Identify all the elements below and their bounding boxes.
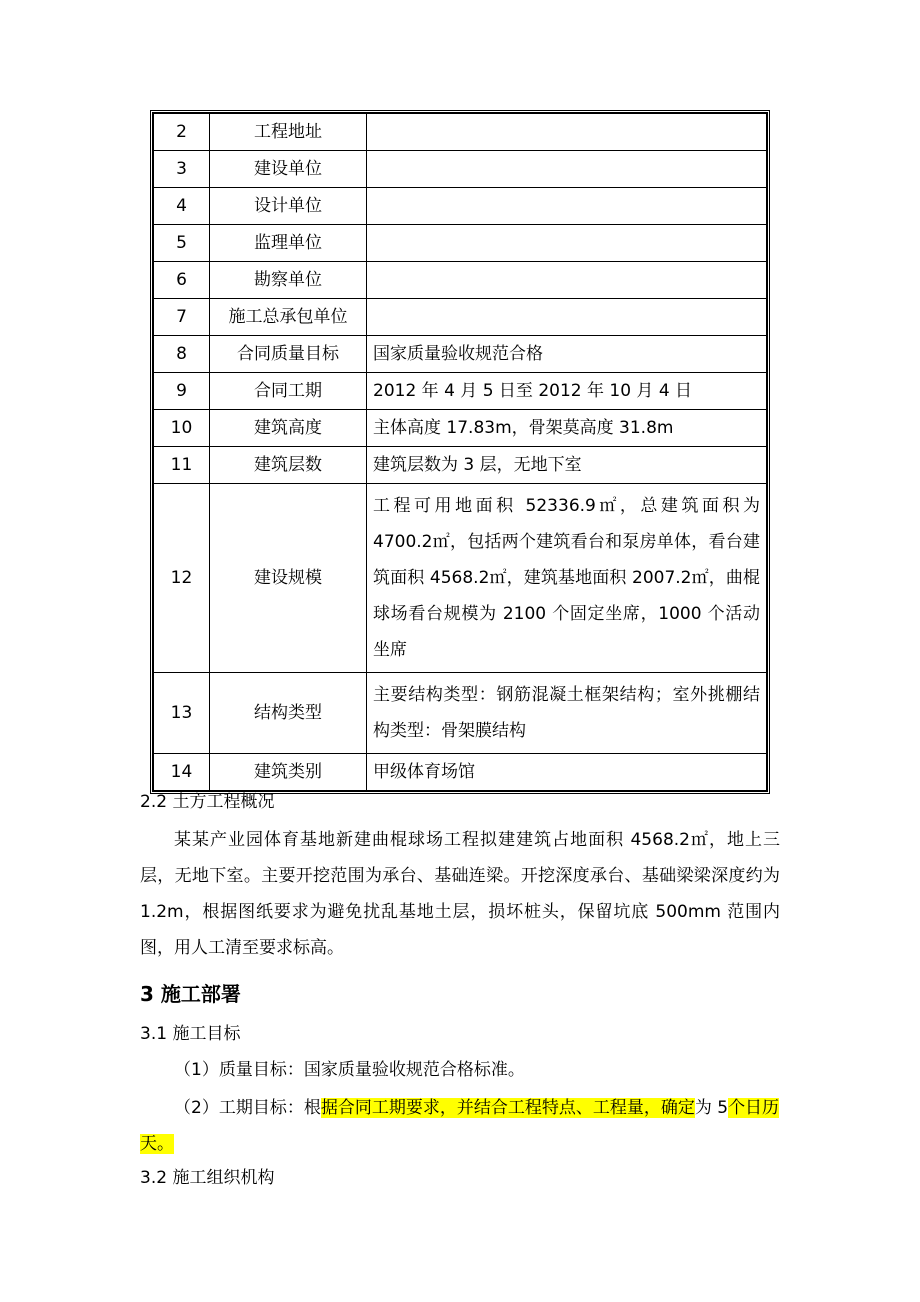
row-number: 9 [154,373,210,410]
row-value: 国家质量验收规范合格 [367,336,767,373]
section-3-heading: 3 施工部署 [140,982,241,1006]
row-label: 合同工期 [210,373,367,410]
row-value: 建筑层数为 3 层，无地下室 [367,447,767,484]
table-row [154,336,767,373]
table-row [154,299,767,336]
table-row [154,673,767,754]
row-value [367,299,767,336]
row-number: 11 [154,447,210,484]
row-label: 施工总承包单位 [210,299,367,336]
table-row [154,410,767,447]
row-label: 建筑层数 [210,447,367,484]
row-value: 甲级体育场馆 [367,754,767,791]
table-row [154,151,767,188]
section-2-2-body: 某某产业园体育基地新建曲棍球场工程拟建建筑占地面积 4568.2㎡，地上三层，无地下室。主要开挖范围为承台、基础连梁。开挖深度承台、基础梁梁深度约为 1.2m，根据图纸要求为避免扰乱基地土层，损坏桩头，保留坑底 500mm 范围内图，用人工清至要求标高。 [140,830,780,958]
row-number: 3 [154,151,210,188]
section-3-2-heading: 3.2 施工组织机构 [140,1168,275,1188]
table-row [154,225,767,262]
row-number: 4 [154,188,210,225]
row-label: 勘察单位 [210,262,367,299]
row-label: 设计单位 [210,188,367,225]
row-number: 13 [154,673,210,754]
row-value: 主体高度 17.83m，骨架莫高度 31.8m [367,410,767,447]
row-number: 10 [154,410,210,447]
row-value: 主要结构类型：钢筋混凝土框架结构；室外挑棚结构类型：骨架膜结构 [367,673,767,754]
table-row [154,188,767,225]
section-3-1-heading: 3.1 施工目标 [140,1024,241,1044]
table-row [154,114,767,151]
highlighted-text: 据合同工期要求，并结合工程特点、工程量，确定 [320,1098,695,1118]
table-row [154,447,767,484]
row-label: 合同质量目标 [210,336,367,373]
row-value [367,262,767,299]
row-value: 2012 年 4 月 5 日至 2012 年 10 月 4 日 [367,373,767,410]
row-label: 建设规模 [210,484,367,673]
row-number: 12 [154,484,210,673]
schedule-target-prefix: （2）工期目标：根 [174,1098,321,1118]
row-number: 14 [154,754,210,791]
row-label: 监理单位 [210,225,367,262]
row-value [367,114,767,151]
row-label: 建设单位 [210,151,367,188]
table-row [154,484,767,673]
row-label: 建筑类别 [210,754,367,791]
row-label: 工程地址 [210,114,367,151]
row-label: 建筑高度 [210,410,367,447]
row-value [367,151,767,188]
table-row [154,373,767,410]
row-value: 工程可用地面积 52336.9㎡，总建筑面积为 4700.2㎡，包括两个建筑看台和泵房单体，看台建筑面积 4568.2㎡，建筑基地面积 2007.2㎡，曲棍球场看台规模为 2100 个固定坐席，1000 个活动坐席 [367,484,767,673]
highlighted-text: 个日历天。 [140,1098,780,1154]
schedule-target-middle: 为 5 [694,1098,729,1118]
row-number: 7 [154,299,210,336]
row-number: 2 [154,114,210,151]
info-table [153,113,767,791]
row-number: 6 [154,262,210,299]
table-row [154,262,767,299]
quality-target-item: （1）质量目标：国家质量验收规范合格标准。 [174,1060,525,1080]
row-number: 8 [154,336,210,373]
row-label: 结构类型 [210,673,367,754]
row-value [367,188,767,225]
project-info-table [150,110,770,794]
schedule-target-item [140,1090,780,1162]
row-value [367,225,767,262]
row-number: 5 [154,225,210,262]
section-2-2-heading: 2.2 土方工程概况 [140,792,275,812]
